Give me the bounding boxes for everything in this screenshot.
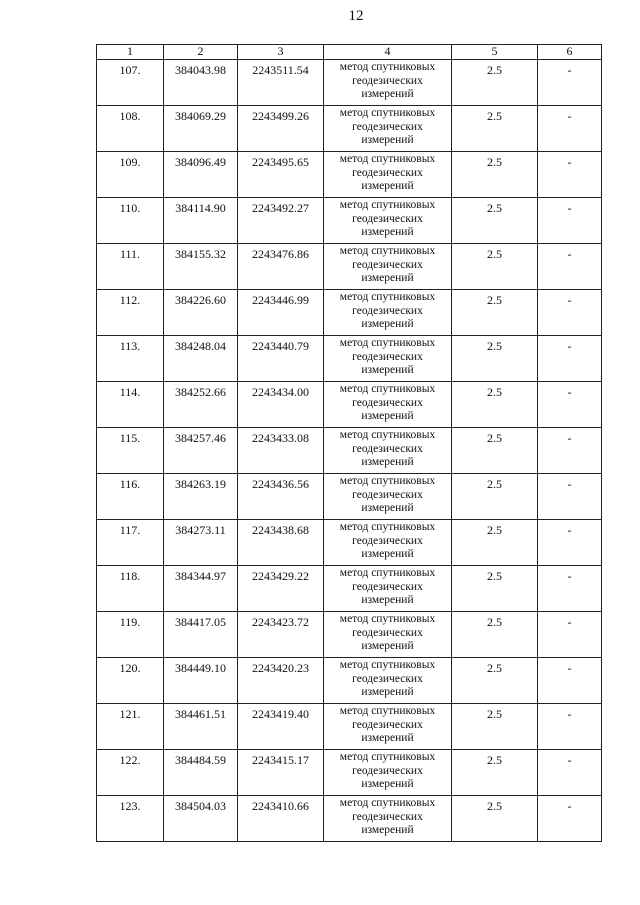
method-line: геодезических — [352, 258, 423, 271]
coordinate-x-cell: 384461.51 — [164, 704, 238, 750]
method-cell — [324, 612, 452, 658]
coordinate-y-cell: 2243419.40 — [238, 704, 324, 750]
table-row — [97, 704, 602, 750]
method-line: измерений — [361, 456, 414, 468]
table-row — [97, 198, 602, 244]
description-cell: - — [538, 60, 602, 106]
description-cell: - — [538, 658, 602, 704]
coordinate-x-cell: 384252.66 — [164, 382, 238, 428]
method-line: геодезических — [352, 488, 423, 501]
accuracy-cell: 2.5 — [452, 796, 538, 842]
description-cell: - — [538, 520, 602, 566]
description-cell: - — [538, 244, 602, 290]
table-row — [97, 612, 602, 658]
accuracy-cell: 2.5 — [452, 244, 538, 290]
coordinate-y-cell: 2243446.99 — [238, 290, 324, 336]
page-number: 12 — [348, 8, 364, 24]
table-row — [97, 750, 602, 796]
method-line: метод спутниковых — [339, 521, 436, 533]
method-line: измерений — [361, 318, 414, 330]
accuracy-cell: 2.5 — [452, 290, 538, 336]
accuracy-cell: 2.5 — [452, 60, 538, 106]
description-cell: - — [538, 198, 602, 244]
method-line: измерений — [361, 88, 414, 100]
point-number-cell: 121. — [97, 704, 164, 750]
method-line: метод спутниковых — [339, 797, 436, 809]
method-line: измерений — [361, 824, 414, 836]
accuracy-cell: 2.5 — [452, 336, 538, 382]
method-line: геодезических — [352, 718, 423, 731]
method-line: геодезических — [352, 810, 423, 823]
method-line: метод спутниковых — [339, 613, 436, 625]
description-cell: - — [538, 474, 602, 520]
method-line: метод спутниковых — [339, 107, 436, 119]
table-row — [97, 106, 602, 152]
point-number-cell: 110. — [97, 198, 164, 244]
method-line: измерений — [361, 226, 414, 238]
description-cell: - — [538, 382, 602, 428]
point-number-cell: 123. — [97, 796, 164, 842]
point-number-cell: 115. — [97, 428, 164, 474]
point-number-cell: 119. — [97, 612, 164, 658]
method-line: геодезических — [352, 764, 423, 777]
coordinate-x-cell: 384155.32 — [164, 244, 238, 290]
coordinate-y-cell: 2243429.22 — [238, 566, 324, 612]
coordinate-x-cell: 384263.19 — [164, 474, 238, 520]
method-line: геодезических — [352, 534, 423, 547]
method-line: метод спутниковых — [339, 751, 436, 763]
method-line: геодезических — [352, 74, 423, 87]
method-line: метод спутниковых — [339, 245, 436, 257]
method-line: измерений — [361, 732, 414, 744]
table-row — [97, 520, 602, 566]
coordinate-x-cell: 384114.90 — [164, 198, 238, 244]
coordinate-y-cell: 2243499.26 — [238, 106, 324, 152]
accuracy-cell: 2.5 — [452, 566, 538, 612]
method-line: метод спутниковых — [339, 429, 436, 441]
table-row — [97, 382, 602, 428]
table-row — [97, 428, 602, 474]
method-line: геодезических — [352, 580, 423, 593]
method-line: измерений — [361, 364, 414, 376]
table-row — [97, 796, 602, 842]
method-line: метод спутниковых — [339, 383, 436, 395]
table-row — [97, 336, 602, 382]
coordinate-x-cell: 384248.04 — [164, 336, 238, 382]
description-cell: - — [538, 612, 602, 658]
coordinate-x-cell: 384257.46 — [164, 428, 238, 474]
method-cell — [324, 106, 452, 152]
column-header-3: 3 — [238, 45, 324, 60]
coordinate-y-cell: 2243434.00 — [238, 382, 324, 428]
coordinates-table — [96, 44, 602, 842]
coordinate-y-cell: 2243440.79 — [238, 336, 324, 382]
accuracy-cell: 2.5 — [452, 106, 538, 152]
method-cell — [324, 244, 452, 290]
coordinate-y-cell: 2243438.68 — [238, 520, 324, 566]
point-number-cell: 120. — [97, 658, 164, 704]
coordinate-x-cell: 384096.49 — [164, 152, 238, 198]
coordinate-y-cell: 2243420.23 — [238, 658, 324, 704]
accuracy-cell: 2.5 — [452, 612, 538, 658]
method-line: метод спутниковых — [339, 153, 436, 165]
table-row — [97, 290, 602, 336]
method-line: измерений — [361, 778, 414, 790]
method-line: геодезических — [352, 626, 423, 639]
method-cell — [324, 796, 452, 842]
point-number-cell: 111. — [97, 244, 164, 290]
accuracy-cell: 2.5 — [452, 750, 538, 796]
description-cell: - — [538, 750, 602, 796]
coordinate-y-cell: 2243433.08 — [238, 428, 324, 474]
method-cell — [324, 336, 452, 382]
description-cell: - — [538, 106, 602, 152]
coordinate-y-cell: 2243511.54 — [238, 60, 324, 106]
accuracy-cell: 2.5 — [452, 704, 538, 750]
method-line: геодезических — [352, 120, 423, 133]
method-line: метод спутниковых — [339, 475, 436, 487]
method-cell — [324, 566, 452, 612]
method-cell — [324, 382, 452, 428]
point-number-cell: 107. — [97, 60, 164, 106]
method-line: метод спутниковых — [339, 337, 436, 349]
point-number-cell: 117. — [97, 520, 164, 566]
accuracy-cell: 2.5 — [452, 198, 538, 244]
coordinate-y-cell: 2243436.56 — [238, 474, 324, 520]
method-line: геодезических — [352, 166, 423, 179]
method-line: метод спутниковых — [339, 567, 436, 579]
table-header — [97, 45, 602, 60]
coordinate-y-cell: 2243423.72 — [238, 612, 324, 658]
point-number-cell: 122. — [97, 750, 164, 796]
method-cell — [324, 60, 452, 106]
coordinate-x-cell: 384484.59 — [164, 750, 238, 796]
coordinate-y-cell: 2243492.27 — [238, 198, 324, 244]
coordinate-y-cell: 2243495.65 — [238, 152, 324, 198]
method-line: геодезических — [352, 304, 423, 317]
point-number-cell: 112. — [97, 290, 164, 336]
method-cell — [324, 658, 452, 704]
point-number-cell: 113. — [97, 336, 164, 382]
method-line: метод спутниковых — [339, 291, 436, 303]
table-row — [97, 658, 602, 704]
accuracy-cell: 2.5 — [452, 428, 538, 474]
method-line: измерений — [361, 180, 414, 192]
method-cell — [324, 704, 452, 750]
point-number-cell: 114. — [97, 382, 164, 428]
method-line: геодезических — [352, 396, 423, 409]
method-cell — [324, 152, 452, 198]
method-cell — [324, 198, 452, 244]
method-line: измерений — [361, 594, 414, 606]
coordinate-x-cell: 384273.11 — [164, 520, 238, 566]
table-body — [97, 60, 602, 842]
description-cell: - — [538, 796, 602, 842]
method-line: геодезических — [352, 350, 423, 363]
table-row — [97, 474, 602, 520]
point-number-cell: 118. — [97, 566, 164, 612]
column-header-2: 2 — [164, 45, 238, 60]
method-cell — [324, 474, 452, 520]
method-line: измерений — [361, 548, 414, 560]
column-header-4: 4 — [324, 45, 452, 60]
column-header-5: 5 — [452, 45, 538, 60]
coordinate-x-cell: 384226.60 — [164, 290, 238, 336]
accuracy-cell: 2.5 — [452, 520, 538, 566]
method-line: геодезических — [352, 672, 423, 685]
method-line: геодезических — [352, 442, 423, 455]
method-line: измерений — [361, 134, 414, 146]
description-cell: - — [538, 566, 602, 612]
accuracy-cell: 2.5 — [452, 474, 538, 520]
table-row — [97, 566, 602, 612]
table-row — [97, 244, 602, 290]
method-line: измерений — [361, 640, 414, 652]
table-row — [97, 60, 602, 106]
coordinate-y-cell: 2243415.17 — [238, 750, 324, 796]
coordinate-x-cell: 384069.29 — [164, 106, 238, 152]
table-row — [97, 152, 602, 198]
accuracy-cell: 2.5 — [452, 152, 538, 198]
method-cell — [324, 290, 452, 336]
description-cell: - — [538, 428, 602, 474]
coordinate-x-cell: 384043.98 — [164, 60, 238, 106]
accuracy-cell: 2.5 — [452, 382, 538, 428]
method-line: измерений — [361, 502, 414, 514]
description-cell: - — [538, 290, 602, 336]
point-number-cell: 109. — [97, 152, 164, 198]
description-cell: - — [538, 152, 602, 198]
method-cell — [324, 520, 452, 566]
method-line: метод спутниковых — [339, 61, 436, 73]
description-cell: - — [538, 704, 602, 750]
coordinate-x-cell: 384344.97 — [164, 566, 238, 612]
method-line: измерений — [361, 686, 414, 698]
coordinate-x-cell: 384449.10 — [164, 658, 238, 704]
method-line: метод спутниковых — [339, 705, 436, 717]
point-number-cell: 116. — [97, 474, 164, 520]
column-header-6: 6 — [538, 45, 602, 60]
method-cell — [324, 428, 452, 474]
coordinate-y-cell: 2243476.86 — [238, 244, 324, 290]
point-number-cell: 108. — [97, 106, 164, 152]
coordinate-x-cell: 384417.05 — [164, 612, 238, 658]
method-line: геодезических — [352, 212, 423, 225]
description-cell: - — [538, 336, 602, 382]
column-header-1: 1 — [97, 45, 164, 60]
method-line: метод спутниковых — [339, 199, 436, 211]
accuracy-cell: 2.5 — [452, 658, 538, 704]
coordinate-y-cell: 2243410.66 — [238, 796, 324, 842]
method-line: метод спутниковых — [339, 659, 436, 671]
method-line: измерений — [361, 272, 414, 284]
coordinate-x-cell: 384504.03 — [164, 796, 238, 842]
header-row — [97, 45, 602, 60]
method-cell — [324, 750, 452, 796]
method-line: измерений — [361, 410, 414, 422]
